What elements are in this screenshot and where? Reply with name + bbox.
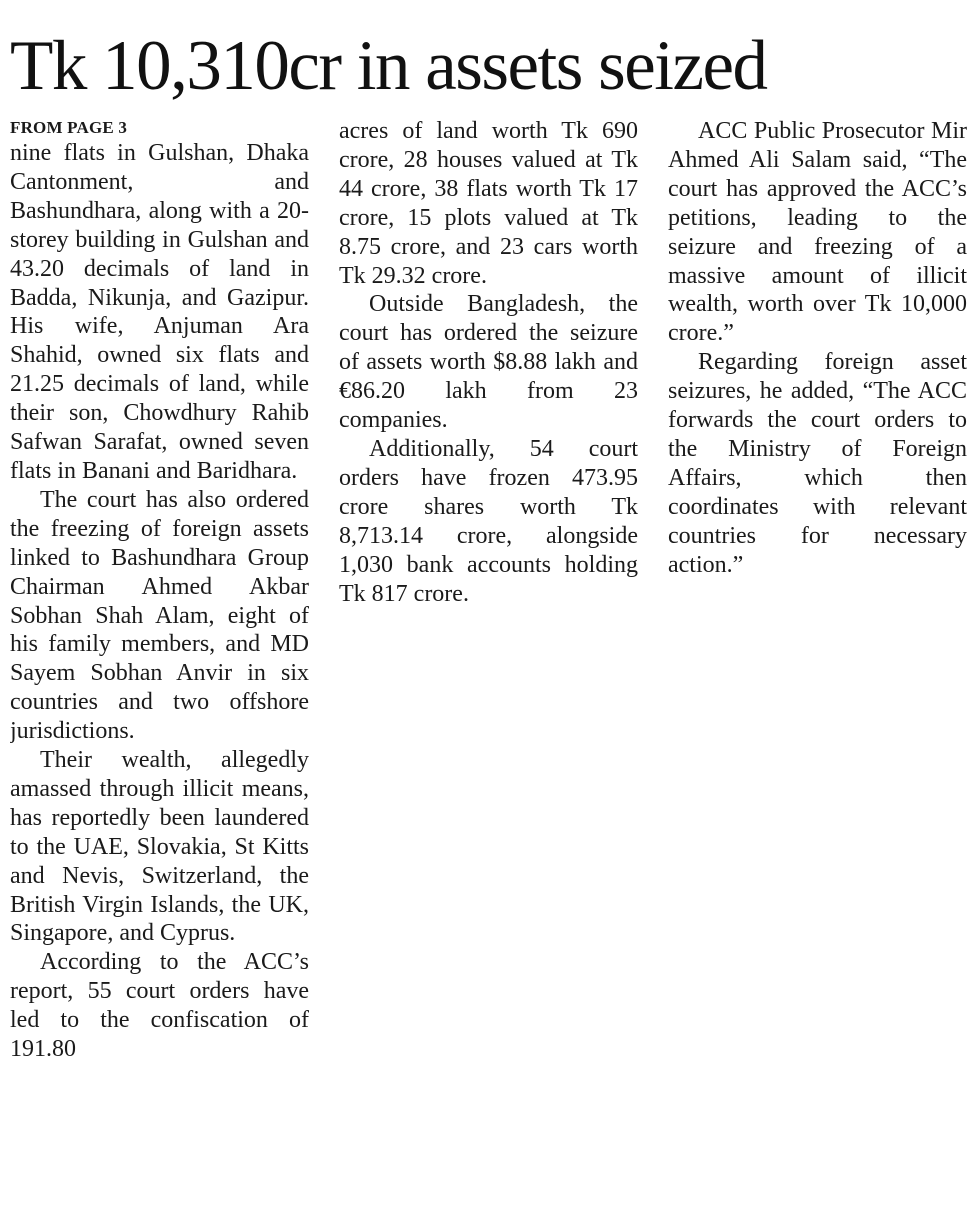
- article-body: [10, 117, 968, 1227]
- paragraph: nine flats in Gulshan, Dhaka Cantonment, and Bashundhara, along with a 20-storey building in Gulshan and 43.20 decimals of land in Badda, Nikunja, and Gazipur. His wife, Anjuman Ara Shahid, owned six flats and 21.25 decimals of land, while their son, Chowdhury Rahib Safwan Sarafat, owned seven flats in Banani and Baridhara.: [10, 140, 309, 484]
- paragraph: According to the ACC’s report, 55 court orders have led to the confiscation of 191.80: [10, 949, 309, 1063]
- paragraph: Additionally, 54 court orders have frozen 473.95 crore shares worth Tk 8,713.14 crore, alongside 1,030 bank accounts holding Tk 817 crore.: [339, 435, 638, 607]
- article-column-3: [668, 117, 967, 580]
- paragraph: Outside Bangladesh, the court has ordered the seizure of assets worth $8.88 lakh and €86.20 lakh from 23 companies.: [339, 291, 638, 434]
- paragraph: The court has also ordered the freezing of foreign assets linked to Bashundhara Group Chairman Ahmed Akbar Sobhan Shah Alam, eight of his family members, and MD Sayem Sobhan Anvir in six countries and two offshore jurisdictions.: [10, 486, 309, 745]
- paragraph: Their wealth, allegedly amassed through illicit means, has reportedly been laundered to the UAE, Slovakia, St Kitts and Nevis, Switzerland, the British Virgin Islands, the UK, Singapore, and Cyprus.: [10, 747, 309, 947]
- article-column-1: [10, 117, 309, 1064]
- paragraph: Regarding foreign asset seizures, he added, “The ACC forwards the court orders to the Ministry of Foreign Affairs, which then coordinates with relevant countries for necessary action.”: [668, 349, 967, 578]
- headline: Tk 10,310cr in assets seized: [10, 27, 767, 105]
- jump-from-label: FROM PAGE 3: [10, 118, 128, 137]
- paragraph: ACC Public Prosecutor Mir Ahmed Ali Salam said, “The court has approved the ACC’s petitions, leading to the seizure and freezing of a massive amount of illicit wealth, worth over Tk 10,000 crore.”: [668, 118, 967, 347]
- article-column-2: [339, 117, 638, 608]
- paragraph: acres of land worth Tk 690 crore, 28 houses valued at Tk 44 crore, 38 flats worth Tk 17 crore, 15 plots valued at Tk 8.75 crore, and 23 cars worth Tk 29.32 crore.: [339, 118, 638, 289]
